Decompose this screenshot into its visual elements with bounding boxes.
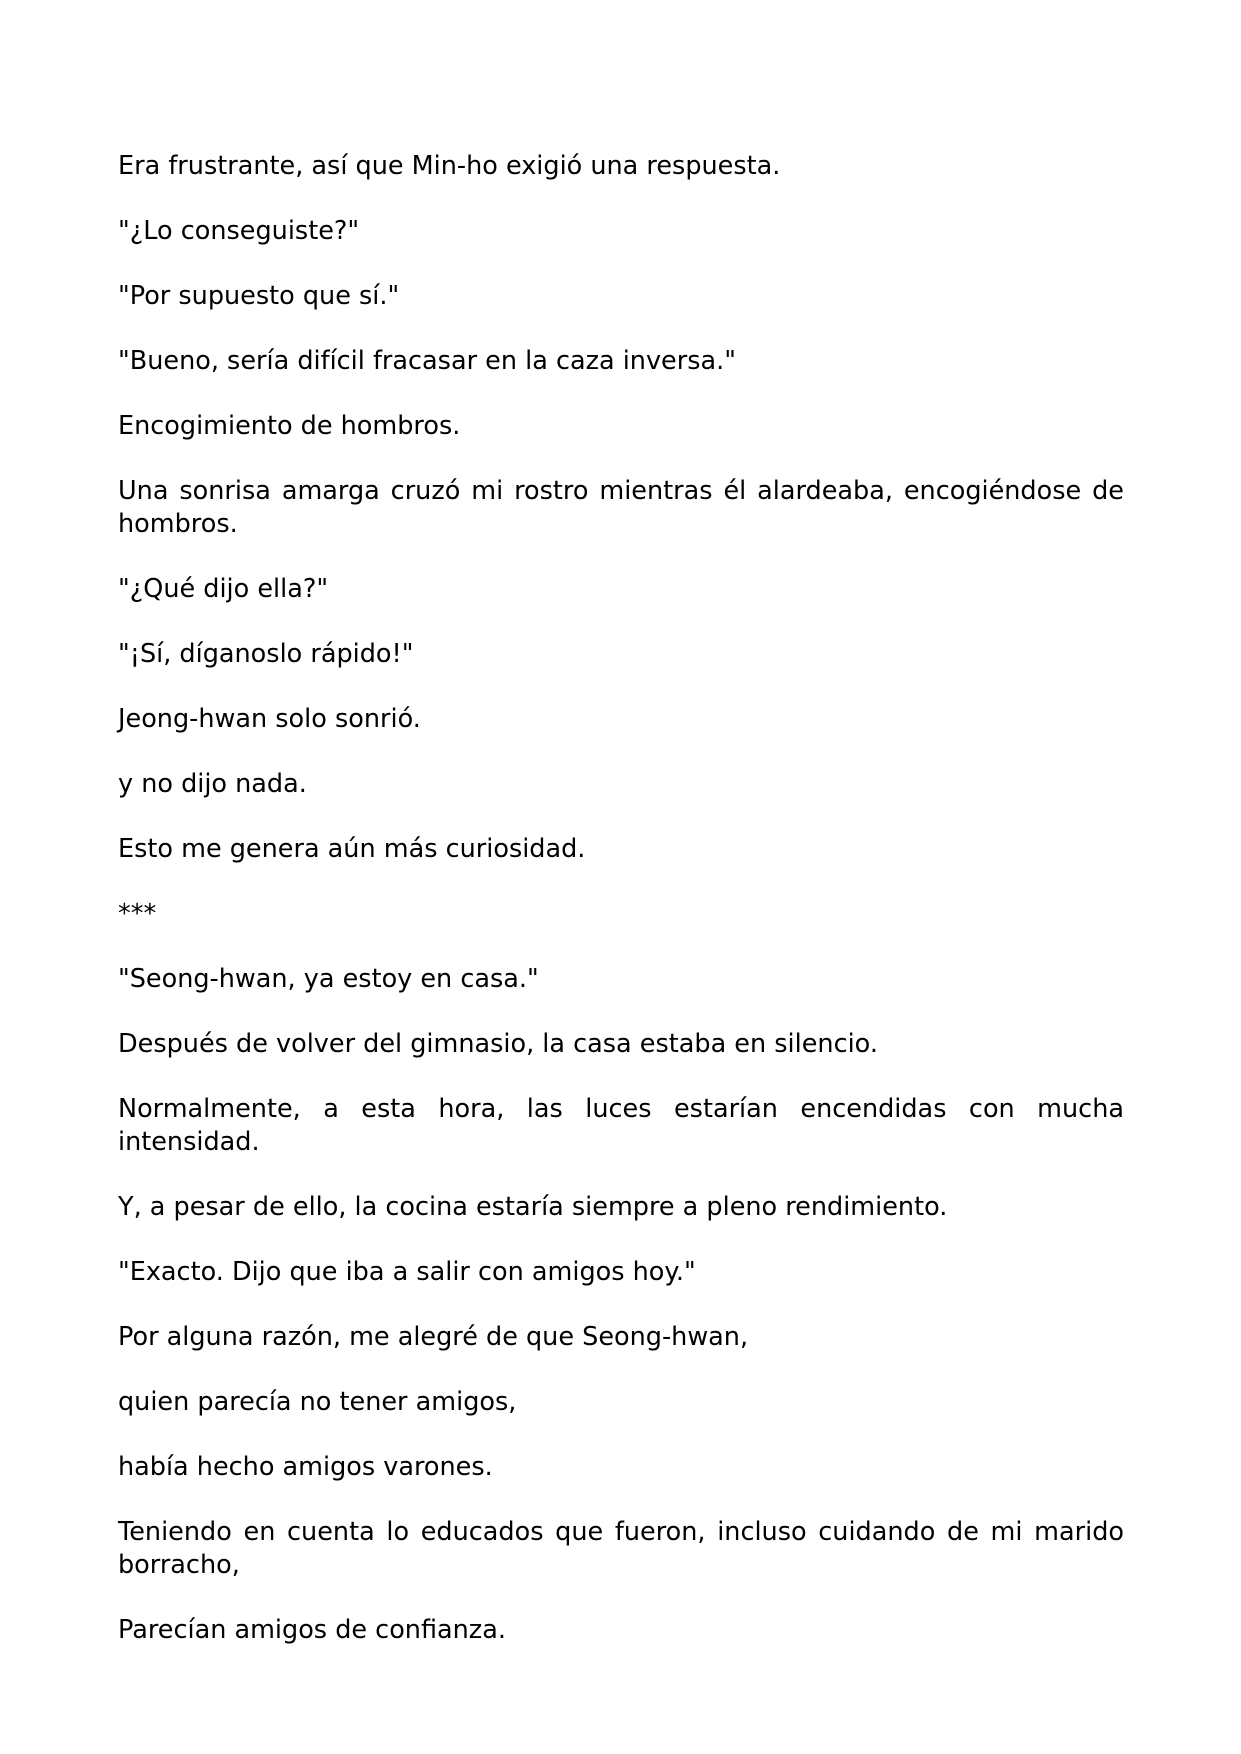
paragraph: "Exacto. Dijo que iba a salir con amigos hoy."	[118, 1257, 696, 1287]
paragraph: Una sonrisa amarga cruzó mi rostro mientras él alardeaba, encogiéndose de hombros.	[118, 476, 1124, 539]
paragraph: Era frustrante, así que Min-ho exigió una respuesta.	[118, 151, 781, 181]
paragraph: "¿Lo conseguiste?"	[118, 216, 360, 246]
document-body	[118, 150, 1124, 1647]
paragraph: Encogimiento de hombros.	[118, 411, 461, 441]
paragraph: Por alguna razón, me alegré de que Seong-hwan,	[118, 1322, 749, 1352]
paragraph: y no dijo nada.	[118, 769, 307, 799]
paragraph: Y, a pesar de ello, la cocina estaría siempre a pleno rendimiento.	[118, 1192, 948, 1222]
scene-break: ***	[118, 899, 157, 929]
paragraph: "¡Sí, díganoslo rápido!"	[118, 639, 414, 669]
paragraph: Después de volver del gimnasio, la casa estaba en silencio.	[118, 1029, 878, 1059]
paragraph: "Por supuesto que sí."	[118, 281, 400, 311]
paragraph: Parecían amigos de confianza.	[118, 1615, 506, 1645]
paragraph: Teniendo en cuenta lo educados que fueron, incluso cuidando de mi marido borracho,	[118, 1517, 1124, 1580]
paragraph: Normalmente, a esta hora, las luces estarían encendidas con mucha intensidad.	[118, 1094, 1124, 1157]
paragraph: quien parecía no tener amigos,	[118, 1387, 517, 1417]
paragraph: Esto me genera aún más curiosidad.	[118, 834, 586, 864]
paragraph: "Bueno, sería difícil fracasar en la caza inversa."	[118, 346, 736, 376]
paragraph: "Seong-hwan, ya estoy en casa."	[118, 964, 539, 994]
paragraph: había hecho amigos varones.	[118, 1452, 493, 1482]
paragraph: "¿Qué dijo ella?"	[118, 574, 329, 604]
paragraph: Jeong-hwan solo sonrió.	[118, 704, 421, 734]
